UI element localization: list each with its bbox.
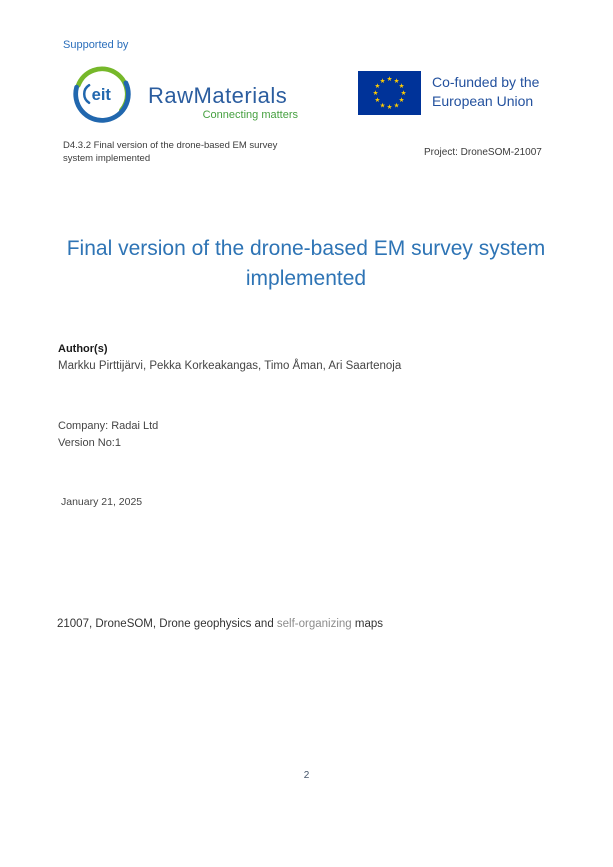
svg-text:★: ★ <box>398 97 405 105</box>
svg-text:★: ★ <box>386 76 393 84</box>
eu-funding-label: Co-funded by the European Union <box>432 74 540 109</box>
svg-text:★: ★ <box>379 78 386 86</box>
version-line: Version No:1 <box>58 437 121 449</box>
header-deliverable-title: D4.3.2 Final version of the drone-based EM survey system implemented <box>63 140 278 164</box>
keywords-line <box>57 618 383 630</box>
eit-logo-icon <box>70 62 134 126</box>
eu-flag-icon <box>358 71 421 115</box>
rawmaterials-wordmark: RawMaterials <box>148 83 288 108</box>
page-number: 2 <box>303 770 310 781</box>
svg-text:★: ★ <box>386 104 393 112</box>
keywords-part3: maps <box>351 618 384 630</box>
svg-text:★: ★ <box>379 102 386 110</box>
svg-text:★: ★ <box>398 83 405 91</box>
svg-text:★: ★ <box>374 83 381 91</box>
svg-text:★: ★ <box>374 97 381 105</box>
page-title: Final version of the drone-based EM survey system implemented <box>66 237 546 290</box>
svg-text:★: ★ <box>393 102 400 110</box>
keywords-part1: 21007, DroneSOM, Drone geophysics and <box>57 618 277 630</box>
authors-names: Markku Pirttijärvi, Pekka Korkeakangas, Timo Åman, Ari Saartenoja <box>58 360 402 372</box>
supported-by-label: Supported by <box>63 39 129 51</box>
company-line: Company: Radai Ltd <box>58 420 159 432</box>
authors-heading: Author(s) <box>58 343 108 355</box>
eit-logo-text: eit <box>91 86 111 105</box>
date-line: January 21, 2025 <box>61 496 143 508</box>
svg-text:★: ★ <box>372 90 379 98</box>
rawmaterials-tagline: Connecting matters <box>202 109 298 121</box>
header-project-id: Project: DroneSOM-21007 <box>424 147 542 158</box>
svg-text:★: ★ <box>400 90 407 98</box>
svg-text:★: ★ <box>393 78 400 86</box>
keywords-part2: self-organizing <box>276 618 352 630</box>
